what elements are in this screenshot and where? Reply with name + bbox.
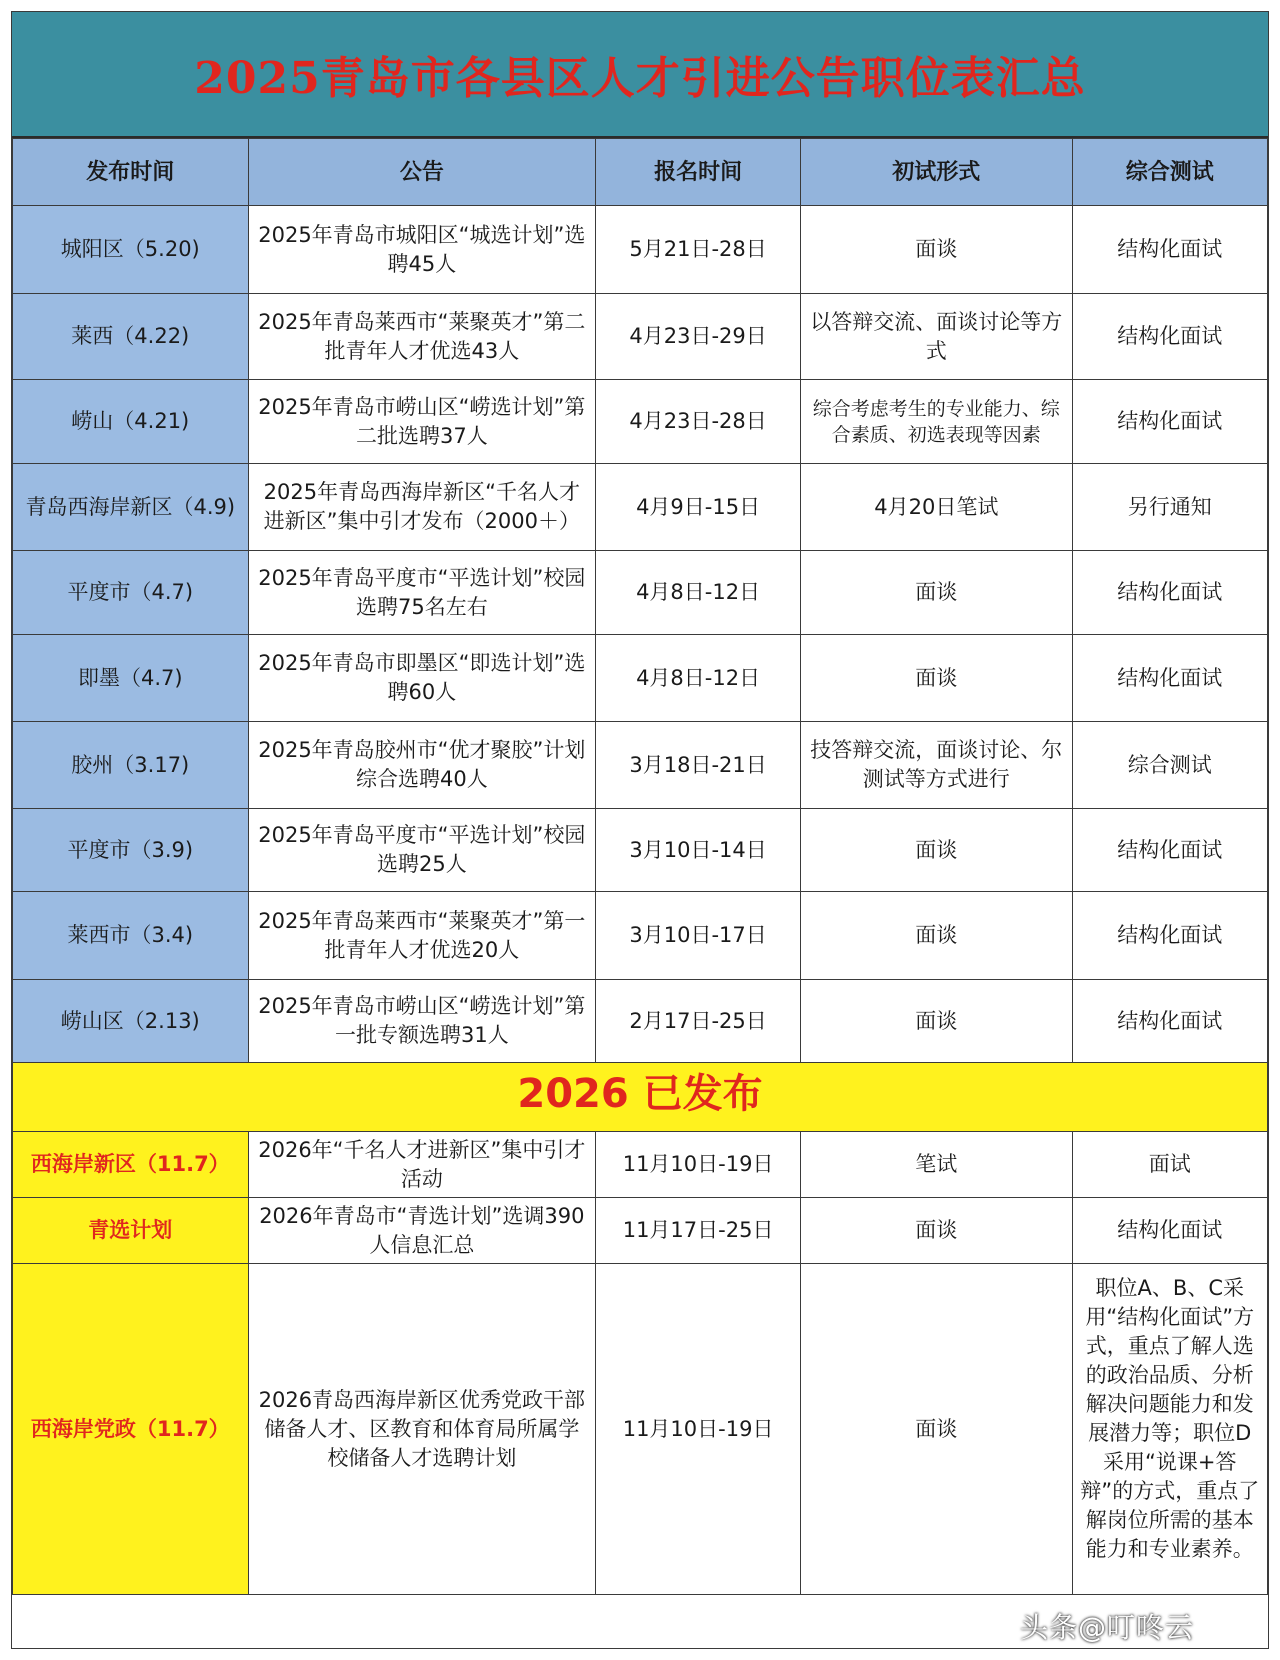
signup-cell: 11月10日-19日 bbox=[596, 1264, 801, 1595]
notice-cell: 2025年青岛莱西市“莱聚英才”第二批青年人才优选43人 bbox=[248, 294, 596, 380]
section-2026-row bbox=[13, 1063, 1268, 1132]
signup-cell: 4月9日-15日 bbox=[596, 464, 801, 551]
signup-cell: 4月8日-12日 bbox=[596, 551, 801, 635]
table-row bbox=[13, 380, 1268, 464]
signup-cell: 11月10日-19日 bbox=[596, 1132, 801, 1198]
region-cell: 崂山（4.21) bbox=[13, 380, 249, 464]
first-exam-cell: 面谈 bbox=[801, 551, 1072, 635]
table-row bbox=[13, 722, 1268, 809]
region-cell: 崂山区（2.13) bbox=[13, 980, 249, 1063]
region-cell: 青岛西海岸新区（4.9) bbox=[13, 464, 249, 551]
table-row bbox=[13, 635, 1268, 722]
test-cell: 结构化面试 bbox=[1072, 551, 1267, 635]
page-title: 2025青岛市各县区人才引进公告职位表汇总 bbox=[194, 53, 1086, 104]
region-cell: 西海岸党政（11.7） bbox=[13, 1264, 249, 1595]
region-cell: 胶州（3.17) bbox=[13, 722, 249, 809]
test-detail-text: 职位A、B、C采用“结构化面试”方式，重点了解人选的政治品质、分析解决问题能力和发展潜力等；职位D采用“说课+答辩”的方式，重点了解岗位所需的基本能力和专业素养。 bbox=[1080, 1276, 1260, 1561]
signup-cell: 4月23日-28日 bbox=[596, 380, 801, 464]
table-row bbox=[13, 980, 1268, 1063]
section-2026-banner bbox=[13, 1063, 1268, 1132]
signup-cell: 3月10日-17日 bbox=[596, 892, 801, 980]
signup-cell: 3月18日-21日 bbox=[596, 722, 801, 809]
signup-cell: 5月21日-28日 bbox=[596, 206, 801, 294]
notice-cell: 2026年青岛市“青选计划”选调390人信息汇总 bbox=[248, 1198, 596, 1264]
notice-cell: 2025年青岛市崂山区“崂选计划”第二批选聘37人 bbox=[248, 380, 596, 464]
signup-cell: 3月10日-14日 bbox=[596, 809, 801, 892]
first-exam-cell: 面谈 bbox=[801, 809, 1072, 892]
first-exam-cell: 笔试 bbox=[801, 1132, 1072, 1198]
first-exam-cell: 面谈 bbox=[801, 892, 1072, 980]
notice-cell: 2025年青岛市崂山区“崂选计划”第一批专额选聘31人 bbox=[248, 980, 596, 1063]
table-row bbox=[13, 1264, 1268, 1595]
notice-cell: 2025年青岛莱西市“莱聚英才”第一批青年人才优选20人 bbox=[248, 892, 596, 980]
signup-cell: 11月17日-25日 bbox=[596, 1198, 801, 1264]
test-cell: 结构化面试 bbox=[1072, 809, 1267, 892]
first-exam-cell: 面谈 bbox=[801, 206, 1072, 294]
test-cell: 综合测试 bbox=[1072, 722, 1267, 809]
first-exam-cell: 以答辩交流、面谈讨论等方式 bbox=[801, 294, 1072, 380]
test-cell: 结构化面试 bbox=[1072, 294, 1267, 380]
table-row bbox=[13, 1198, 1268, 1264]
header-signup-period: 报名时间 bbox=[596, 139, 801, 206]
first-exam-cell: 面谈 bbox=[801, 635, 1072, 722]
region-cell: 平度市（4.7) bbox=[13, 551, 249, 635]
header-first-exam: 初试形式 bbox=[801, 139, 1072, 206]
table-row bbox=[13, 464, 1268, 551]
region-cell: 莱西市（3.4) bbox=[13, 892, 249, 980]
header-comprehensive-test: 综合测试 bbox=[1072, 139, 1267, 206]
notice-cell: 2025年青岛平度市“平选计划”校园选聘75名左右 bbox=[248, 551, 596, 635]
test-cell: 结构化面试 bbox=[1072, 980, 1267, 1063]
region-cell: 城阳区（5.20) bbox=[13, 206, 249, 294]
notice-cell: 2026年“千名人才进新区”集中引才活动 bbox=[248, 1132, 596, 1198]
header-publish-date: 发布时间 bbox=[13, 139, 249, 206]
test-cell: 面试 bbox=[1072, 1132, 1267, 1198]
table-row bbox=[13, 809, 1268, 892]
notice-cell: 2025年青岛平度市“平选计划”校园选聘25人 bbox=[248, 809, 596, 892]
region-cell: 平度市（3.9) bbox=[13, 809, 249, 892]
signup-cell: 2月17日-25日 bbox=[596, 980, 801, 1063]
summary-sheet bbox=[11, 11, 1269, 1649]
signup-cell: 4月23日-29日 bbox=[596, 294, 801, 380]
table-row bbox=[13, 206, 1268, 294]
title-bar bbox=[12, 12, 1268, 138]
test-cell: 结构化面试 bbox=[1072, 380, 1267, 464]
first-exam-cell: 综合考虑考生的专业能力、综合素质、初选表现等因素 bbox=[801, 380, 1072, 464]
section-2026-title: 2026 已发布 bbox=[517, 1070, 763, 1117]
first-exam-cell: 技答辩交流，面谈讨论、尔测试等方式进行 bbox=[801, 722, 1072, 809]
test-cell: 结构化面试 bbox=[1072, 206, 1267, 294]
region-cell: 莱西（4.22) bbox=[13, 294, 249, 380]
first-exam-cell: 面谈 bbox=[801, 1198, 1072, 1264]
notice-cell: 2025年青岛胶州市“优才聚胶”计划综合选聘40人 bbox=[248, 722, 596, 809]
watermark-text: 头条@叮咚云 bbox=[1019, 1611, 1194, 1644]
table-row bbox=[13, 1132, 1268, 1198]
region-cell: 青选计划 bbox=[13, 1198, 249, 1264]
header-notice: 公告 bbox=[248, 139, 596, 206]
test-cell: 结构化面试 bbox=[1072, 635, 1267, 722]
signup-cell: 4月8日-12日 bbox=[596, 635, 801, 722]
table-row bbox=[13, 294, 1268, 380]
table-row bbox=[13, 892, 1268, 980]
first-exam-cell: 面谈 bbox=[801, 980, 1072, 1063]
notice-cell: 2025年青岛西海岸新区“千名人才进新区”集中引才发布（2000＋） bbox=[248, 464, 596, 551]
notice-cell: 2026青岛西海岸新区优秀党政干部储备人才、区教育和体育局所属学校储备人才选聘计划 bbox=[248, 1264, 596, 1595]
notice-cell: 2025年青岛市城阳区“城选计划”选聘45人 bbox=[248, 206, 596, 294]
region-cell: 西海岸新区（11.7） bbox=[13, 1132, 249, 1198]
position-table bbox=[12, 138, 1268, 1595]
test-cell: 另行通知 bbox=[1072, 464, 1267, 551]
first-exam-cell: 4月20日笔试 bbox=[801, 464, 1072, 551]
test-cell: 结构化面试 bbox=[1072, 1198, 1267, 1264]
notice-cell: 2025年青岛市即墨区“即选计划”选聘60人 bbox=[248, 635, 596, 722]
test-cell bbox=[1072, 1264, 1267, 1595]
first-exam-cell: 面谈 bbox=[801, 1264, 1072, 1595]
table-row bbox=[13, 551, 1268, 635]
header-row bbox=[13, 139, 1268, 206]
test-cell: 结构化面试 bbox=[1072, 892, 1267, 980]
region-cell: 即墨（4.7) bbox=[13, 635, 249, 722]
